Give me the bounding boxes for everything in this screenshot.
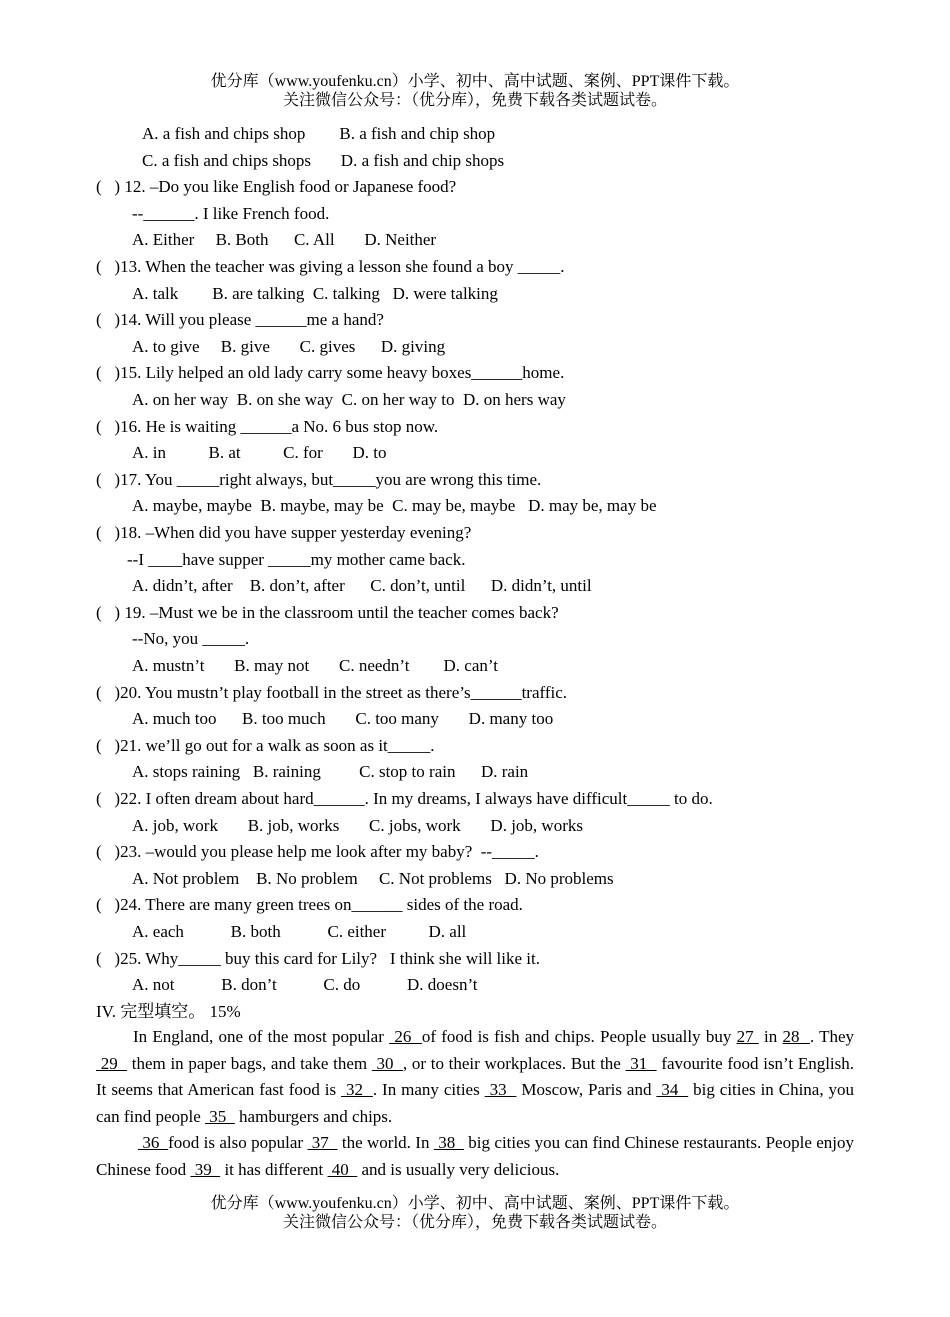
option-line: A. job, work B. job, works C. jobs, work D. job, works	[132, 815, 583, 835]
passage-text: in	[758, 1027, 783, 1046]
question-line: ( )15. Lily helped an old lady carry some heavy boxes______home.	[96, 363, 565, 383]
blank-number: 26	[389, 1027, 422, 1046]
passage-text: hamburgers and chips.	[234, 1106, 393, 1126]
passage-text: . They	[809, 1027, 855, 1046]
blank-number: 30	[371, 1053, 403, 1073]
blank-number: 38	[433, 1133, 464, 1152]
passage-text: , or to their workplaces. But the	[402, 1053, 626, 1073]
question-line: ( ) 19. –Must we be in the classroom until the teacher comes back?	[96, 602, 559, 622]
option-line: A. each B. both C. either D. all	[132, 922, 467, 941]
option-line: A. on her way B. on she way C. on her way to D. on hers way	[132, 390, 566, 409]
option-line: A. Not problem B. No problem C. Not problems D. No problems	[132, 868, 614, 888]
question-line: IV. 完型填空。 15%	[96, 1001, 241, 1021]
blank-number: 27	[736, 1027, 759, 1046]
passage-text: Moscow, Paris and	[516, 1080, 657, 1100]
question-line: ( )13. When the teacher was giving a lesson she found a boy _____.	[96, 257, 565, 276]
option-line: A. didn’t, after B. don’t, after C. don’t, until D. didn’t, until	[132, 576, 592, 596]
question-line: ( )21. we’ll go out for a walk as soon as it_____.	[96, 735, 435, 755]
question-line: ( )25. Why_____ buy this card for Lily? I think she will like it.	[96, 948, 540, 968]
question-line: ( ) 12. –Do you like English food or Japanese food?	[96, 177, 457, 197]
option-line: --______. I like French food.	[132, 203, 330, 223]
blank-number: 29	[96, 1053, 128, 1073]
blank-number: 35	[205, 1106, 235, 1126]
passage-text: of food is fish and chips. People usually buy	[421, 1027, 737, 1046]
question-line: ( )22. I often dream about hard______. In my dreams, I always have difficult_____ to do.	[96, 789, 713, 808]
option-line: A. much too B. too much C. too many D. many too	[132, 709, 554, 729]
cloze-paragraph-1	[96, 1024, 854, 1130]
passage-text: In England, one of the most popular	[133, 1027, 390, 1046]
passage-text: it has different	[220, 1159, 328, 1179]
question-line: ( )24. There are many green trees on______ sides of the road.	[96, 895, 523, 915]
question-line: ( )16. He is waiting ______a No. 6 bus stop now.	[96, 416, 439, 436]
blank-number: 32	[341, 1080, 373, 1100]
blank-number: 31	[625, 1053, 657, 1073]
option-line: C. a fish and chips shops D. a fish and chip shops	[142, 150, 505, 170]
passage-text: big cities you can find Chinese restaurants. People enjoy Chinese food	[96, 1133, 855, 1179]
option-line: A. in B. at C. for D. to	[132, 443, 387, 463]
passage-text: the world. In	[337, 1133, 434, 1152]
passage-text: favourite food isn’t English. It seems that American fast food is	[96, 1053, 855, 1100]
option-line: A. to give B. give C. gives D. giving	[132, 336, 446, 356]
passage-text: them in paper bags, and take them	[127, 1053, 372, 1073]
page-footer-line-2: 关注微信公众号：（优分库），免费下载各类试题试卷。	[282, 1214, 667, 1231]
option-line: A. mustn’t B. may not C. needn’t D. can’t	[132, 656, 498, 675]
passage-text: and is usually very delicious.	[357, 1159, 560, 1179]
question-line: ( )20. You mustn’t play football in the street as there’s______traffic.	[96, 682, 568, 702]
option-line: A. a fish and chips shop B. a fish and chip shop	[142, 124, 496, 143]
question-line: ( )17. You _____right always, but_____you are wrong this time.	[96, 469, 542, 489]
blank-number: 39	[190, 1159, 221, 1179]
option-line: A. stops raining B. raining C. stop to rain D. rain	[132, 762, 529, 782]
blank-number: 36	[138, 1133, 169, 1152]
blank-number: 33	[484, 1080, 517, 1100]
page-header-line-1: 优分库（www.youfenku.cn）小学、初中、高中试题、案例、PPT课件下载。	[210, 73, 740, 90]
cloze-paragraph-2	[96, 1130, 854, 1183]
option-line: A. talk B. are talking C. talking D. were talking	[132, 283, 498, 303]
question-line: ( )14. Will you please ______me a hand?	[96, 310, 384, 330]
option-line: A. maybe, maybe B. maybe, may be C. may be, maybe D. may be, may be	[132, 496, 657, 516]
option-line: --No, you _____.	[132, 629, 250, 649]
passage-text: big cities in China, you can find people	[96, 1080, 855, 1126]
option-line: A. not B. don’t C. do D. doesn’t	[132, 975, 478, 995]
passage-text: . In many cities	[372, 1080, 485, 1100]
option-line: A. Either B. Both C. All D. Neither	[132, 230, 437, 250]
question-line: ( )23. –would you please help me look after my baby? --_____.	[96, 842, 539, 862]
blank-number: 37	[307, 1133, 338, 1152]
passage-text: food is also popular	[168, 1133, 308, 1152]
blank-number: 40	[327, 1159, 358, 1179]
blank-number: 34	[656, 1080, 689, 1100]
blank-number: 28	[782, 1027, 810, 1046]
option-line: --I ____have supper _____my mother came back.	[127, 549, 466, 569]
page-header-line-2: 关注微信公众号：（优分库），免费下载各类试题试卷。	[282, 92, 667, 109]
page-footer-line-1: 优分库（www.youfenku.cn）小学、初中、高中试题、案例、PPT课件下载。	[210, 1195, 740, 1212]
question-line: ( )18. –When did you have supper yesterday evening?	[96, 523, 472, 542]
